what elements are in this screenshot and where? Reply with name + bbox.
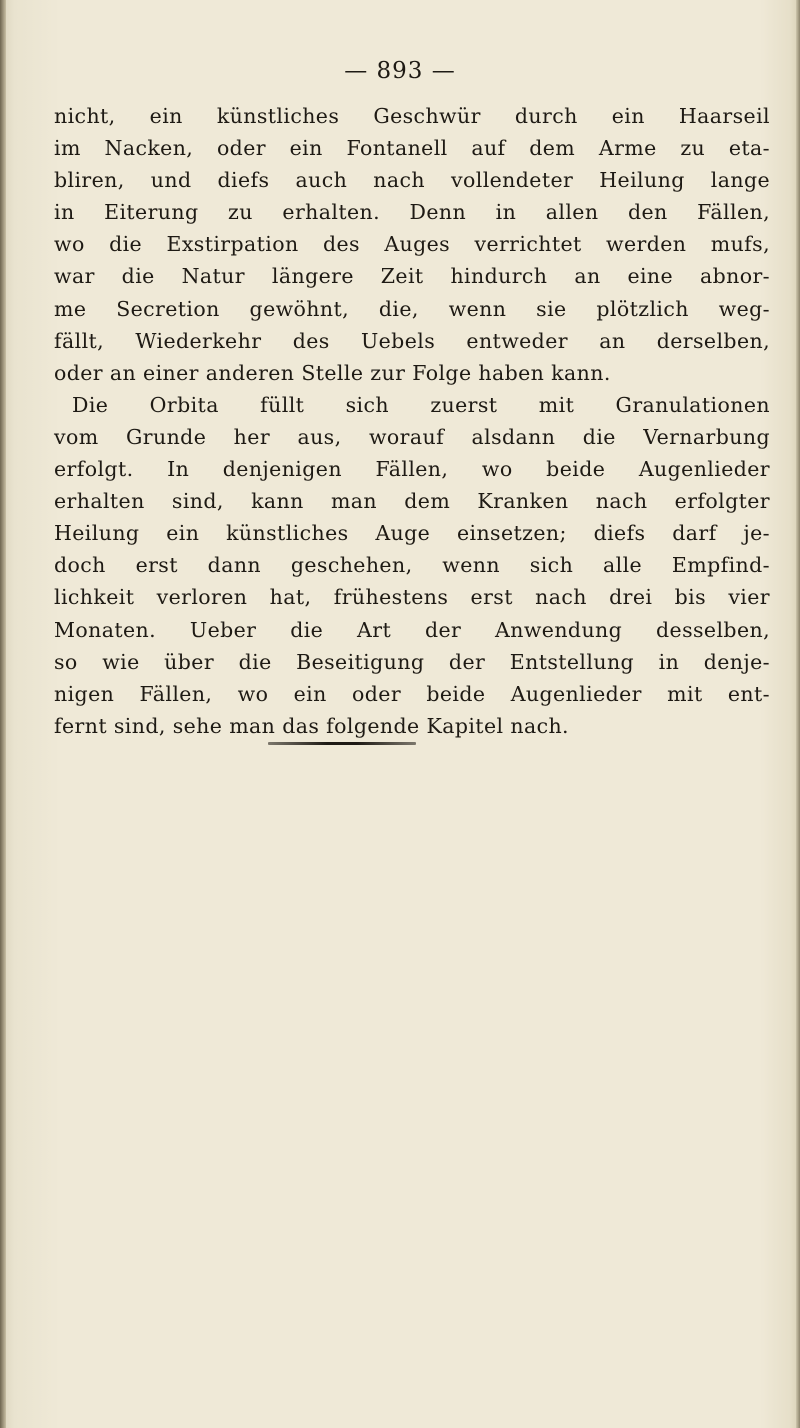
text-line: fällt, Wiederkehr des Uebels entweder an derselben, bbox=[54, 328, 770, 353]
text-line: lichkeit verloren hat, frühestens erst nach drei bis vier bbox=[54, 585, 770, 610]
text-line: nicht, ein künstliches Geschwür durch ein Haarseil bbox=[54, 104, 770, 128]
text-line: so wie über die Beseitigung der Entstellung in denje- bbox=[54, 649, 770, 674]
text-line: me Secretion gewöhnt, die, wenn sie plötzlich weg- bbox=[54, 296, 770, 321]
text-line: erfolgt. In denjenigen Fällen, wo beide Augenlieder bbox=[54, 457, 770, 482]
page-number-header: — 893 — bbox=[344, 58, 456, 84]
page-outer-edge bbox=[796, 0, 800, 1428]
text-line: bliren, und diefs auch nach vollendeter Heilung lange bbox=[54, 168, 770, 193]
text-line: im Nacken, oder ein Fontanell auf dem Arme zu eta- bbox=[54, 136, 770, 161]
text-line: Monaten. Ueber die Art der Anwendung desselben, bbox=[54, 617, 770, 642]
text-line: Die Orbita füllt sich zuerst mit Granulationen bbox=[72, 392, 770, 417]
text-line: wo die Exstirpation des Auges verrichtet werden mufs, bbox=[54, 232, 770, 257]
text-line: in Eiterung zu erhalten. Denn in allen den Fällen, bbox=[54, 200, 770, 225]
text-line: Heilung ein künstliches Auge einsetzen; diefs darf je- bbox=[54, 521, 770, 546]
page-binding-edge bbox=[0, 0, 6, 1428]
text-line: fernt sind, sehe man das folgende Kapitel nach. bbox=[54, 713, 569, 738]
text-line: oder an einer anderen Stelle zur Folge haben kann. bbox=[54, 360, 611, 385]
body-text bbox=[54, 100, 770, 742]
text-line: vom Grunde her aus, worauf alsdann die Vernarbung bbox=[54, 424, 770, 449]
text-line: nigen Fällen, wo ein oder beide Augenlieder mit ent- bbox=[54, 681, 770, 706]
section-divider-rule bbox=[268, 742, 416, 745]
text-line: war die Natur längere Zeit hindurch an eine abnor- bbox=[54, 264, 770, 289]
text-line: erhalten sind, kann man dem Kranken nach erfolgter bbox=[54, 489, 770, 514]
text-line: doch erst dann geschehen, wenn sich alle Empfind- bbox=[54, 553, 770, 578]
